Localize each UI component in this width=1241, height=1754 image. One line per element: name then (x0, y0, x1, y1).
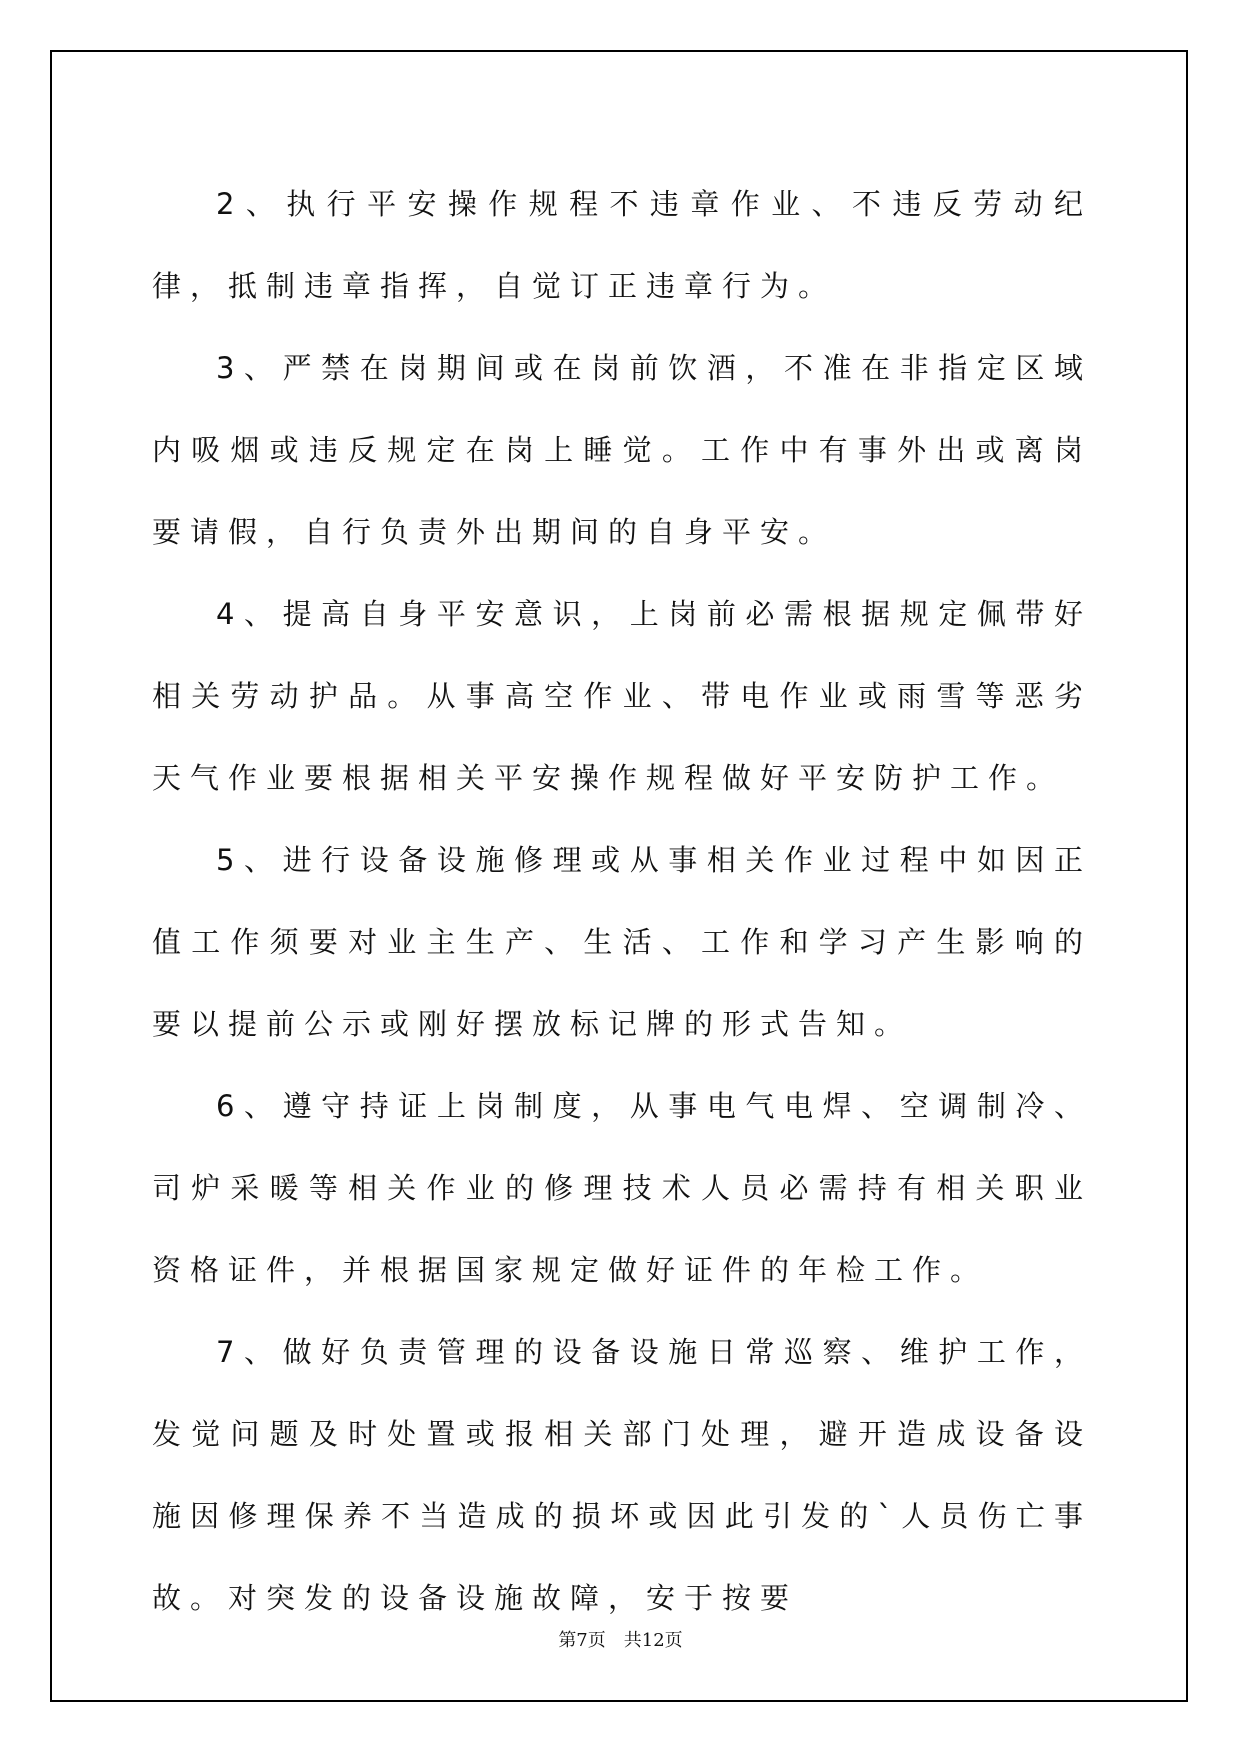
paragraph-item-7: 7、做好负责管理的设备设施日常巡察、维护工作，发觉问题及时处置或报相关部门处理，避开造成设备设施因修理保养不当造成的损坏或因此引发的`人员伤亡事故。对突发的设备设施故障，安于按要 (152, 1335, 1092, 1615)
page-number-footer: 第7页 共12页 (558, 1630, 683, 1651)
document-body (152, 163, 1092, 1639)
paragraph-item-3: 3、严禁在岗期间或在岗前饮酒，不准在非指定区域内吸烟或违反规定在岗上睡觉。工作中有事外出或离岗要请假，自行负责外出期间的自身平安。 (152, 351, 1092, 549)
paragraph-item-6: 6、遵守持证上岗制度，从事电气电焊、空调制冷、司炉采暖等相关作业的修理技术人员必需持有相关职业资格证件，并根据国家规定做好证件的年检工作。 (152, 1089, 1092, 1287)
paragraph-item-2: 2、执行平安操作规程不违章作业、不违反劳动纪律，抵制违章指挥，自觉订正违章行为。 (152, 187, 1092, 303)
paragraph-item-5: 5、进行设备设施修理或从事相关作业过程中如因正值工作须要对业主生产、生活、工作和学习产生影响的要以提前公示或刚好摆放标记牌的形式告知。 (152, 843, 1092, 1041)
paragraph-item-4: 4、提高自身平安意识，上岗前必需根据规定佩带好相关劳动护品。从事高空作业、带电作业或雨雪等恶劣天气作业要根据相关平安操作规程做好平安防护工作。 (152, 597, 1092, 795)
